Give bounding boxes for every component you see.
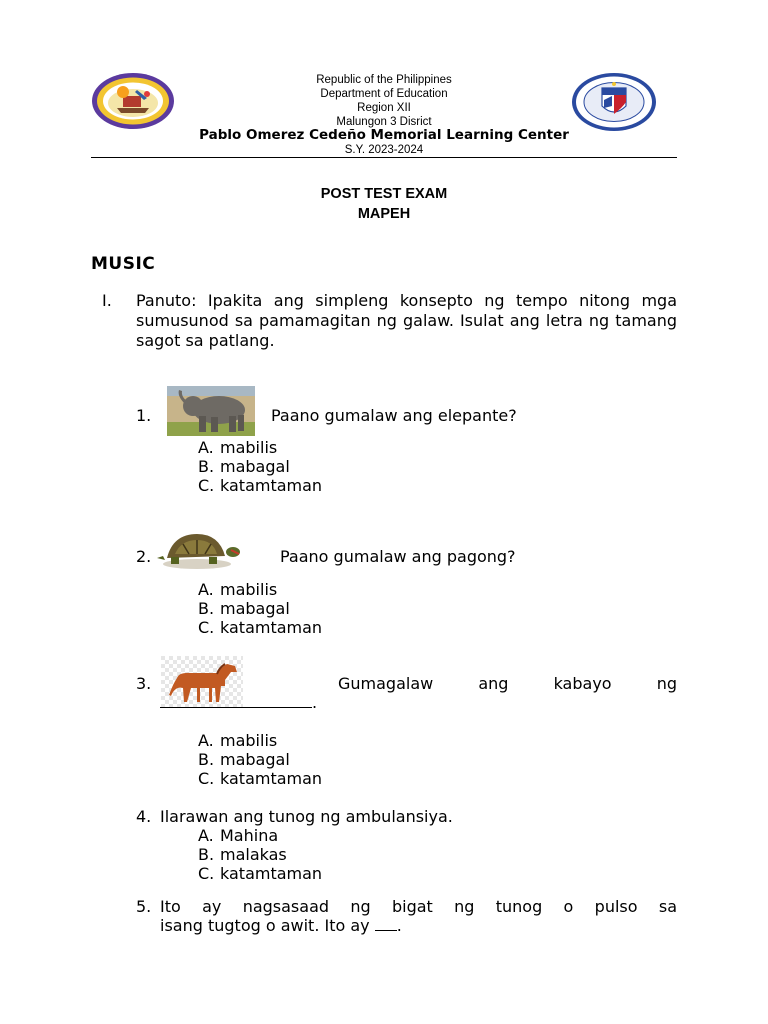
option-text: mabagal [220, 457, 290, 476]
q3-option-c[interactable] [198, 769, 322, 788]
option-text: katamtaman [220, 769, 323, 788]
elephant-image [167, 386, 255, 436]
question-5-text-line1: Ito ay nagsasaad ng bigat ng tunog o pulso sa [160, 897, 677, 916]
instruction-text: Panuto: Ipakita ang simpleng konsepto ng tempo nitong mga sumusunod sa pamamagitan ng galaw. Isulat ang letra ng tamang sagot sa patlang. [136, 291, 677, 350]
section-heading: MUSIC [91, 254, 156, 274]
option-text: katamtaman [220, 618, 323, 637]
option-text: mabilis [220, 731, 278, 750]
question-3-text: Gumagalaw ang kabayo ng [338, 674, 677, 693]
header-district: Malungon 3 Disrict [336, 116, 432, 128]
school-year: S.Y. 2023-2024 [344, 144, 424, 156]
answer-blank[interactable] [375, 920, 397, 931]
option-text: mabilis [220, 580, 278, 599]
option-text: mabagal [220, 750, 290, 769]
q2-option-b[interactable] [198, 599, 290, 618]
option-text: katamtaman [220, 864, 323, 883]
option-letter: A. [198, 580, 214, 599]
instruction-number: I. [102, 291, 112, 310]
option-text: katamtaman [220, 476, 323, 495]
option-letter: C. [198, 864, 215, 883]
header-department: Department of Education [320, 88, 448, 100]
q1-option-a[interactable] [198, 438, 277, 457]
question-5-text: isang tugtog o awit. Ito ay [160, 916, 370, 935]
q2-option-a[interactable] [198, 580, 277, 599]
option-letter: B. [198, 750, 215, 769]
q2-option-c[interactable] [198, 618, 322, 637]
option-letter: A. [198, 438, 214, 457]
q1-option-b[interactable] [198, 457, 290, 476]
q3-option-b[interactable] [198, 750, 290, 769]
question-1-number: 1. [136, 406, 152, 425]
question-4-text: Ilarawan ang tunog ng ambulansiya. [160, 807, 453, 826]
option-text: mabilis [220, 438, 278, 457]
option-letter: B. [198, 457, 215, 476]
option-letter: C. [198, 769, 215, 788]
question-5-text-line2 [160, 916, 402, 936]
option-letter: A. [198, 826, 214, 845]
header-region: Region XII [357, 102, 411, 114]
question-2-number: 2. [136, 547, 152, 566]
q3-option-a[interactable] [198, 731, 277, 750]
question-3-answer-line[interactable]: . [160, 693, 317, 713]
q4-option-c[interactable] [198, 864, 322, 883]
q4-option-a[interactable] [198, 826, 278, 845]
option-letter: C. [198, 476, 215, 495]
q4-option-b[interactable] [198, 845, 287, 864]
school-name: Pablo Omerez Cedeño Memorial Learning Center [199, 127, 569, 143]
option-letter: B. [198, 845, 215, 864]
q1-option-c[interactable] [198, 476, 322, 495]
answer-blank[interactable] [160, 693, 312, 708]
option-text: Mahina [220, 826, 279, 845]
header-divider [91, 157, 677, 158]
exam-title: POST TEST EXAM [320, 186, 448, 202]
option-letter: C. [198, 618, 215, 637]
question-1-text: Paano gumalaw ang elepante? [271, 406, 517, 425]
option-text: malakas [220, 845, 287, 864]
exam-subject: MAPEH [357, 206, 411, 222]
question-5-period: . [396, 916, 402, 935]
question-3-number: 3. [136, 674, 152, 693]
question-4-number: 4. [136, 807, 152, 826]
header-republic: Republic of the Philippines [316, 74, 452, 86]
question-5-number: 5. [136, 897, 152, 916]
question-2-text: Paano gumalaw ang pagong? [280, 547, 516, 566]
option-letter: B. [198, 599, 215, 618]
turtle-image [153, 524, 243, 576]
option-letter: A. [198, 731, 214, 750]
option-text: mabagal [220, 599, 290, 618]
